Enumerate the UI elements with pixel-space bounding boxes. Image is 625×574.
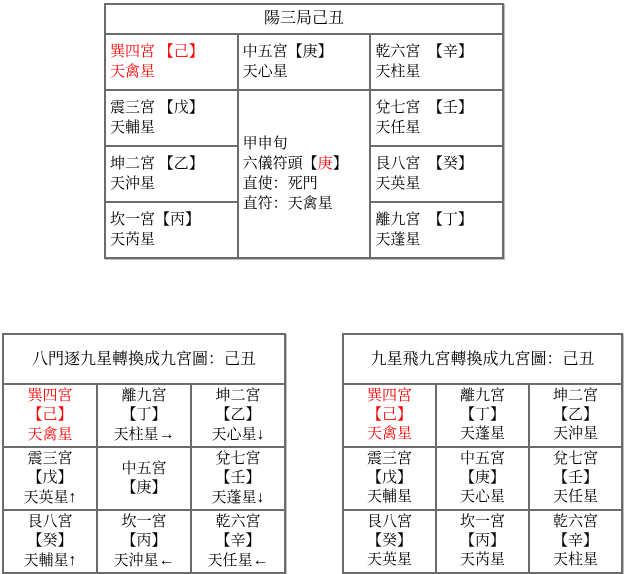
fu-tou-prefix: 六儀符頭【 bbox=[242, 156, 318, 172]
star-name: 天任星 bbox=[207, 552, 253, 569]
stem-label: 【己】 bbox=[366, 407, 412, 423]
star-name: 天心星 bbox=[211, 426, 257, 443]
liu-yi-fu-tou-line bbox=[243, 154, 366, 174]
cell-kan-1 bbox=[105, 202, 238, 258]
palace-name: 乾六宮 bbox=[215, 513, 261, 530]
palace-name: 中五宮 bbox=[121, 460, 167, 477]
star-name: 天沖星 bbox=[552, 426, 598, 442]
palace-name: 艮八宮 bbox=[366, 514, 412, 530]
down-arrow: ↓ bbox=[256, 488, 265, 506]
palace-name: 震三宮 【戊】 bbox=[110, 100, 204, 116]
up-arrow: ↑ bbox=[68, 551, 77, 569]
cell-zhong-5 bbox=[436, 447, 529, 510]
stem-label: 【丁】 bbox=[459, 407, 505, 423]
period-info-cell bbox=[238, 90, 371, 258]
main-chart-title: 陽三局己丑 bbox=[105, 4, 503, 34]
main-chart-header-row bbox=[105, 4, 503, 34]
palace-name: 艮八宮 【癸】 bbox=[375, 156, 473, 172]
cell-xun-4 bbox=[105, 34, 238, 90]
stem-label: 【癸】 bbox=[366, 533, 412, 549]
stars-chart-table bbox=[342, 333, 623, 574]
star-name: 天心星 bbox=[459, 489, 505, 505]
star-name: 天英星 bbox=[366, 552, 412, 568]
stem-label: 【乙】 bbox=[215, 406, 261, 423]
star-line bbox=[6, 488, 94, 508]
cell-zhong-5 bbox=[238, 34, 371, 90]
palace-name: 巽四宮 【己】 bbox=[110, 44, 204, 60]
palace-name: 離九宮 【丁】 bbox=[375, 212, 473, 228]
cell-xun-4 bbox=[343, 384, 436, 447]
stem-label: 【癸】 bbox=[27, 532, 73, 549]
palace-name: 兌七宮 bbox=[552, 451, 598, 467]
palace-name: 坎一宮 bbox=[121, 513, 167, 530]
star-line bbox=[194, 425, 282, 445]
cell-kun-2 bbox=[105, 146, 238, 202]
fu-tou-suffix: 】 bbox=[332, 156, 348, 172]
palace-name: 離九宮 bbox=[121, 387, 167, 404]
up-arrow: ↑ bbox=[68, 488, 77, 506]
stem-label: 【己】 bbox=[27, 406, 73, 423]
stem-label: 【庚】 bbox=[459, 470, 505, 486]
star-name: 天輔星 bbox=[23, 552, 69, 569]
star-name: 天英星 bbox=[375, 176, 421, 192]
star-line bbox=[194, 551, 282, 571]
star-line bbox=[194, 488, 282, 508]
palace-name: 艮八宮 bbox=[27, 513, 73, 530]
star-name: 天心星 bbox=[242, 64, 288, 80]
main-chart-table bbox=[104, 3, 504, 259]
palace-name: 坤二宮 【乙】 bbox=[110, 156, 204, 172]
star-name: 天蓬星 bbox=[375, 232, 421, 248]
right-arrow: → bbox=[158, 425, 175, 443]
palace-name: 離九宮 bbox=[459, 388, 505, 404]
palace-name: 兌七宮 bbox=[215, 450, 261, 467]
stars-chart-title: 九星飛九宮轉換成九宮圖：己丑 bbox=[343, 334, 622, 384]
star-name: 天禽星 bbox=[366, 426, 412, 442]
stem-label: 【辛】 bbox=[552, 533, 598, 549]
down-arrow: ↓ bbox=[256, 425, 265, 443]
star-line bbox=[100, 425, 188, 445]
star-line bbox=[6, 551, 94, 571]
star-name: 天柱星 bbox=[552, 552, 598, 568]
cell-qian-6 bbox=[529, 510, 622, 573]
palace-name: 中五宮【庚】 bbox=[242, 44, 333, 60]
star-name: 天任星 bbox=[375, 120, 421, 136]
palace-name: 坤二宮 bbox=[552, 388, 598, 404]
star-name: 天蓬星 bbox=[459, 426, 505, 442]
cell-li-9 bbox=[436, 384, 529, 447]
cell-gen-8 bbox=[370, 146, 503, 202]
stem-label: 【壬】 bbox=[552, 470, 598, 486]
zhi-shi-label: 直使：死門 bbox=[242, 176, 318, 192]
stem-label: 【辛】 bbox=[215, 532, 261, 549]
cell-gen-8 bbox=[3, 510, 97, 573]
palace-name: 中五宮 bbox=[459, 451, 505, 467]
doors-chart-title: 八門逐九星轉換成九宮圖：己丑 bbox=[3, 334, 285, 384]
star-line bbox=[6, 425, 94, 445]
stem-label: 【戊】 bbox=[27, 469, 73, 486]
doors-chart-table bbox=[2, 333, 286, 574]
star-name: 天柱星 bbox=[375, 64, 421, 80]
star-name: 天芮星 bbox=[459, 552, 505, 568]
cell-xun-4 bbox=[3, 384, 97, 447]
left-arrow: ← bbox=[158, 551, 175, 569]
cell-kan-1 bbox=[436, 510, 529, 573]
stem-label: 【乙】 bbox=[552, 407, 598, 423]
star-name: 天任星 bbox=[552, 489, 598, 505]
palace-name: 坎一宮 bbox=[459, 514, 505, 530]
palace-name: 巽四宮 bbox=[27, 387, 73, 404]
cell-kan-1 bbox=[97, 510, 191, 573]
cell-li-9 bbox=[97, 384, 191, 447]
palace-name: 乾六宮 【辛】 bbox=[375, 44, 473, 60]
stem-label: 【丙】 bbox=[121, 532, 167, 549]
palace-name: 乾六宮 bbox=[552, 514, 598, 530]
cell-qian-6 bbox=[191, 510, 285, 573]
stars-chart-header-row bbox=[343, 334, 622, 384]
star-name: 天芮星 bbox=[110, 232, 156, 248]
zhi-fu-label: 直符：天禽星 bbox=[242, 196, 333, 212]
fu-tou-stem: 庚 bbox=[317, 156, 333, 172]
palace-name: 坤二宮 bbox=[215, 387, 261, 404]
cell-zhong-5 bbox=[97, 447, 191, 510]
palace-name: 震三宮 bbox=[27, 450, 73, 467]
star-name: 天柱星 bbox=[113, 426, 159, 443]
cell-gen-8 bbox=[343, 510, 436, 573]
cell-qian-6 bbox=[370, 34, 503, 90]
cell-kun-2 bbox=[529, 384, 622, 447]
star-name: 天蓬星 bbox=[211, 489, 257, 506]
palace-name: 兌七宮 【壬】 bbox=[375, 100, 473, 116]
doors-chart-header-row bbox=[3, 334, 285, 384]
star-name: 天英星 bbox=[23, 489, 69, 506]
cell-dui-7 bbox=[370, 90, 503, 146]
star-name: 天輔星 bbox=[366, 489, 412, 505]
cell-li-9 bbox=[370, 202, 503, 258]
star-name: 天禽星 bbox=[110, 64, 156, 80]
star-line bbox=[100, 551, 188, 571]
stem-label: 【壬】 bbox=[215, 469, 261, 486]
stem-label: 【丁】 bbox=[121, 406, 167, 423]
palace-name: 巽四宮 bbox=[366, 388, 412, 404]
stem-label: 【戊】 bbox=[366, 470, 412, 486]
stem-label: 【丙】 bbox=[459, 533, 505, 549]
cell-zhen-3 bbox=[105, 90, 238, 146]
cell-kun-2 bbox=[191, 384, 285, 447]
palace-name: 坎一宮【丙】 bbox=[110, 212, 201, 228]
star-name: 天輔星 bbox=[110, 120, 156, 136]
cell-dui-7 bbox=[529, 447, 622, 510]
star-name: 天沖星 bbox=[110, 176, 156, 192]
star-name: 天禽星 bbox=[27, 426, 73, 443]
xun-head-label: 甲申旬 bbox=[242, 136, 288, 152]
palace-name: 震三宮 bbox=[366, 451, 412, 467]
stem-label: 【庚】 bbox=[121, 479, 167, 496]
left-arrow: ← bbox=[252, 551, 269, 569]
cell-zhen-3 bbox=[3, 447, 97, 510]
cell-dui-7 bbox=[191, 447, 285, 510]
star-name: 天沖星 bbox=[113, 552, 159, 569]
cell-zhen-3 bbox=[343, 447, 436, 510]
